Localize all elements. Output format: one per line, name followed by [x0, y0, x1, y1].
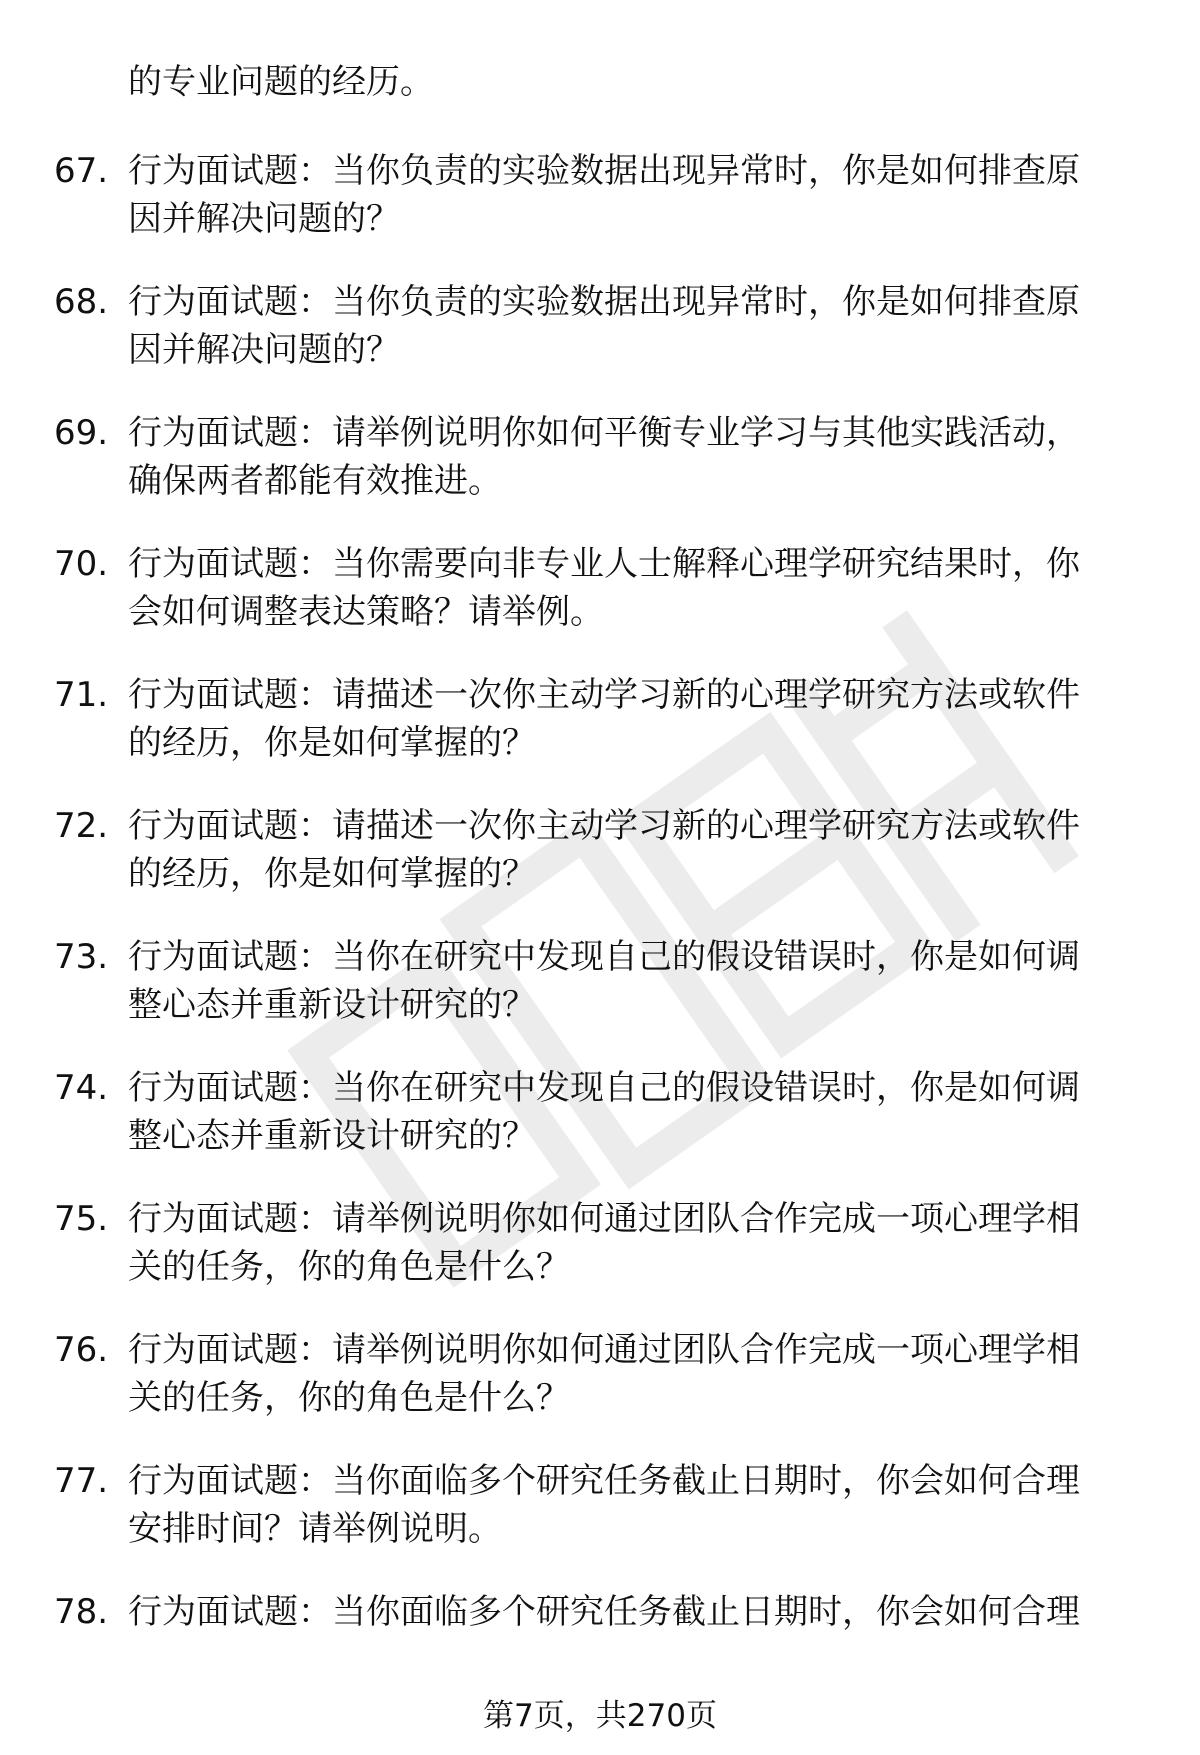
question-item — [0, 409, 1200, 540]
question-text-line: 确保两者都能有效推进。 — [128, 461, 502, 501]
question-text-line: 行为面试题：请描述一次你主动学习新的心理学研究方法或软件 — [128, 675, 1080, 715]
question-item — [0, 671, 1200, 802]
question-text-line: 行为面试题：当你在研究中发现自己的假设错误时，你是如何调 — [128, 1068, 1080, 1108]
question-number: 76. — [54, 1330, 109, 1370]
question-item — [0, 278, 1200, 409]
question-item — [0, 1457, 1200, 1588]
question-item — [0, 933, 1200, 1064]
question-text-line: 整心态并重新设计研究的？ — [128, 1116, 536, 1156]
question-text-line: 的经历，你是如何掌握的？ — [128, 854, 536, 894]
question-number: 77. — [54, 1461, 109, 1501]
question-number: 72. — [54, 806, 109, 846]
question-text-line: 的经历，你是如何掌握的？ — [128, 723, 536, 763]
question-text-line: 安排时间？请举例说明。 — [128, 1509, 502, 1549]
question-text-line: 行为面试题：当你面临多个研究任务截止日期时，你会如何合理 — [128, 1461, 1080, 1501]
question-number: 70. — [54, 544, 109, 584]
question-text-line: 行为面试题：当你负责的实验数据出现异常时，你是如何排查原 — [128, 282, 1080, 322]
question-number: 78. — [54, 1592, 109, 1632]
question-item — [0, 1326, 1200, 1457]
question-number: 75. — [54, 1199, 109, 1239]
continuation-text: 的专业问题的经历。 — [128, 62, 434, 102]
question-text-line: 行为面试题：请举例说明你如何平衡专业学习与其他实践活动， — [128, 413, 1080, 453]
question-number: 68. — [54, 282, 109, 322]
question-text-line: 行为面试题：当你需要向非专业人士解释心理学研究结果时，你 — [128, 544, 1080, 584]
question-text-line: 关的任务，你的角色是什么？ — [128, 1247, 570, 1287]
question-text-line: 整心态并重新设计研究的？ — [128, 985, 536, 1025]
question-text-line: 会如何调整表达策略？请举例。 — [128, 592, 604, 632]
question-item — [0, 1064, 1200, 1195]
question-item — [0, 1195, 1200, 1326]
question-text-line: 因并解决问题的？ — [128, 199, 400, 239]
question-number: 67. — [54, 151, 109, 191]
question-text-line: 行为面试题：请举例说明你如何通过团队合作完成一项心理学相 — [128, 1199, 1080, 1239]
question-text-line: 行为面试题：当你在研究中发现自己的假设错误时，你是如何调 — [128, 937, 1080, 977]
question-list — [0, 147, 1200, 1719]
question-text-line: 行为面试题：当你负责的实验数据出现异常时，你是如何排查原 — [128, 151, 1080, 191]
question-item — [0, 802, 1200, 933]
question-item — [0, 147, 1200, 278]
question-text-line: 行为面试题：请描述一次你主动学习新的心理学研究方法或软件 — [128, 806, 1080, 846]
question-text-line: 行为面试题：请举例说明你如何通过团队合作完成一项心理学相 — [128, 1330, 1080, 1370]
question-number: 74. — [54, 1068, 109, 1108]
question-text-line: 关的任务，你的角色是什么？ — [128, 1378, 570, 1418]
question-item — [0, 540, 1200, 671]
page-footer: 第7页，共270页 — [483, 1698, 717, 1734]
question-number: 73. — [54, 937, 109, 977]
question-number: 71. — [54, 675, 109, 715]
question-text-line: 行为面试题：当你面临多个研究任务截止日期时，你会如何合理 — [128, 1592, 1080, 1632]
question-text-line: 因并解决问题的？ — [128, 330, 400, 370]
question-number: 69. — [54, 413, 109, 453]
